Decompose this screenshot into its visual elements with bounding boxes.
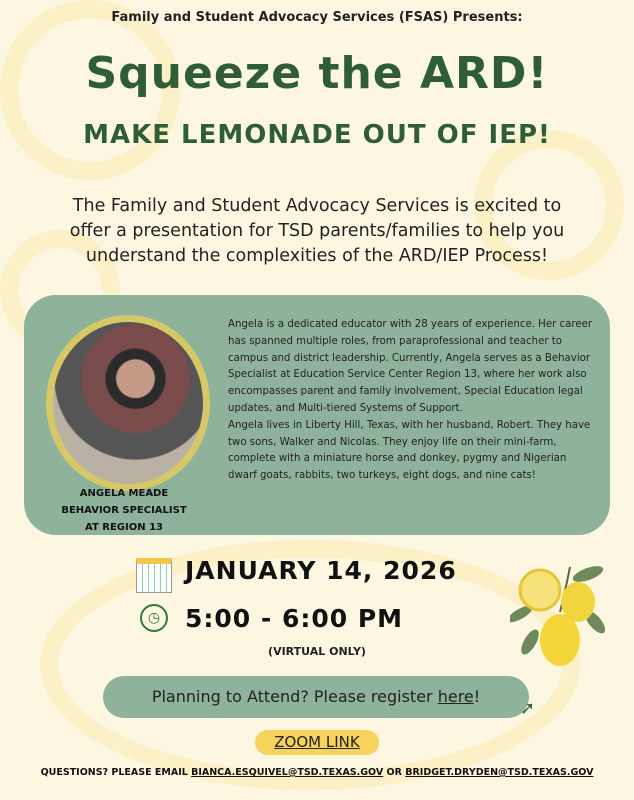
zoom-link-button[interactable]: ZOOM LINK bbox=[255, 730, 379, 755]
page-subtitle: MAKE LEMONADE OUT OF IEP! bbox=[83, 120, 551, 150]
email-link-bridget[interactable]: BRIDGET.DRYDEN@TSD.TEXAS.GOV bbox=[405, 767, 594, 778]
cursor-click-icon: ➚ bbox=[520, 698, 536, 719]
intro-text: The Family and Student Advocacy Services is excited to offer a presentation for TSD parents/families to help you understand the complexities of the ARD/IEP Process! bbox=[69, 196, 565, 266]
speaker-bio bbox=[228, 317, 598, 485]
speaker-org: AT REGION 13 bbox=[85, 522, 163, 533]
presenter-line: Family and Student Advocacy Services (FSAS) Presents: bbox=[111, 10, 523, 25]
page-title: Squeeze the ARD! bbox=[85, 48, 549, 99]
lemon-illustration bbox=[510, 562, 610, 672]
speaker-role: BEHAVIOR SPECIALIST bbox=[61, 505, 187, 516]
speaker-name: ANGELA MEADE bbox=[79, 488, 169, 499]
clock-icon: ◷ bbox=[140, 604, 168, 632]
event-date: JANUARY 14, 2026 bbox=[185, 556, 457, 585]
register-link[interactable]: here bbox=[437, 687, 474, 706]
bio-paragraph: Angela is a dedicated educator with 28 years of experience. Her career has spanned multiple roles, from paraprofessional and teacher to campus and district leadership. Currently, Angela serves as a Behavior Specialist at Education Service Center Region 13, where her work also encompasses parent and family involvement, Special Education legal updates, and Multi-tiered Systems of Support. bbox=[228, 319, 593, 414]
bio-paragraph: Angela lives in Liberty Hill, Texas, with her husband, Robert. They have two sons, Walker and Nicolas. They enjoy life on their mini-farm, complete with a miniature horse and donkey, pygmy and Nigerian dwarf goats, rabbits, two turkeys, eight dogs, and nine cats! bbox=[228, 419, 591, 482]
event-format: (VIRTUAL ONLY) bbox=[268, 645, 366, 658]
email-link-bianca[interactable]: BIANCA.ESQUIVEL@TSD.TEXAS.GOV bbox=[191, 767, 384, 778]
speaker-card bbox=[24, 295, 610, 535]
register-suffix: ! bbox=[473, 687, 481, 706]
contact-or: OR bbox=[383, 767, 406, 778]
register-text: Planning to Attend? Please register bbox=[151, 687, 438, 706]
event-time: 5:00 - 6:00 PM bbox=[185, 604, 404, 633]
contact-prefix: QUESTIONS? PLEASE EMAIL bbox=[40, 767, 192, 778]
contact-line bbox=[10, 767, 624, 778]
speaker-photo bbox=[46, 315, 210, 491]
calendar-icon bbox=[136, 558, 172, 593]
register-banner bbox=[103, 676, 529, 718]
speaker-caption bbox=[34, 485, 214, 536]
